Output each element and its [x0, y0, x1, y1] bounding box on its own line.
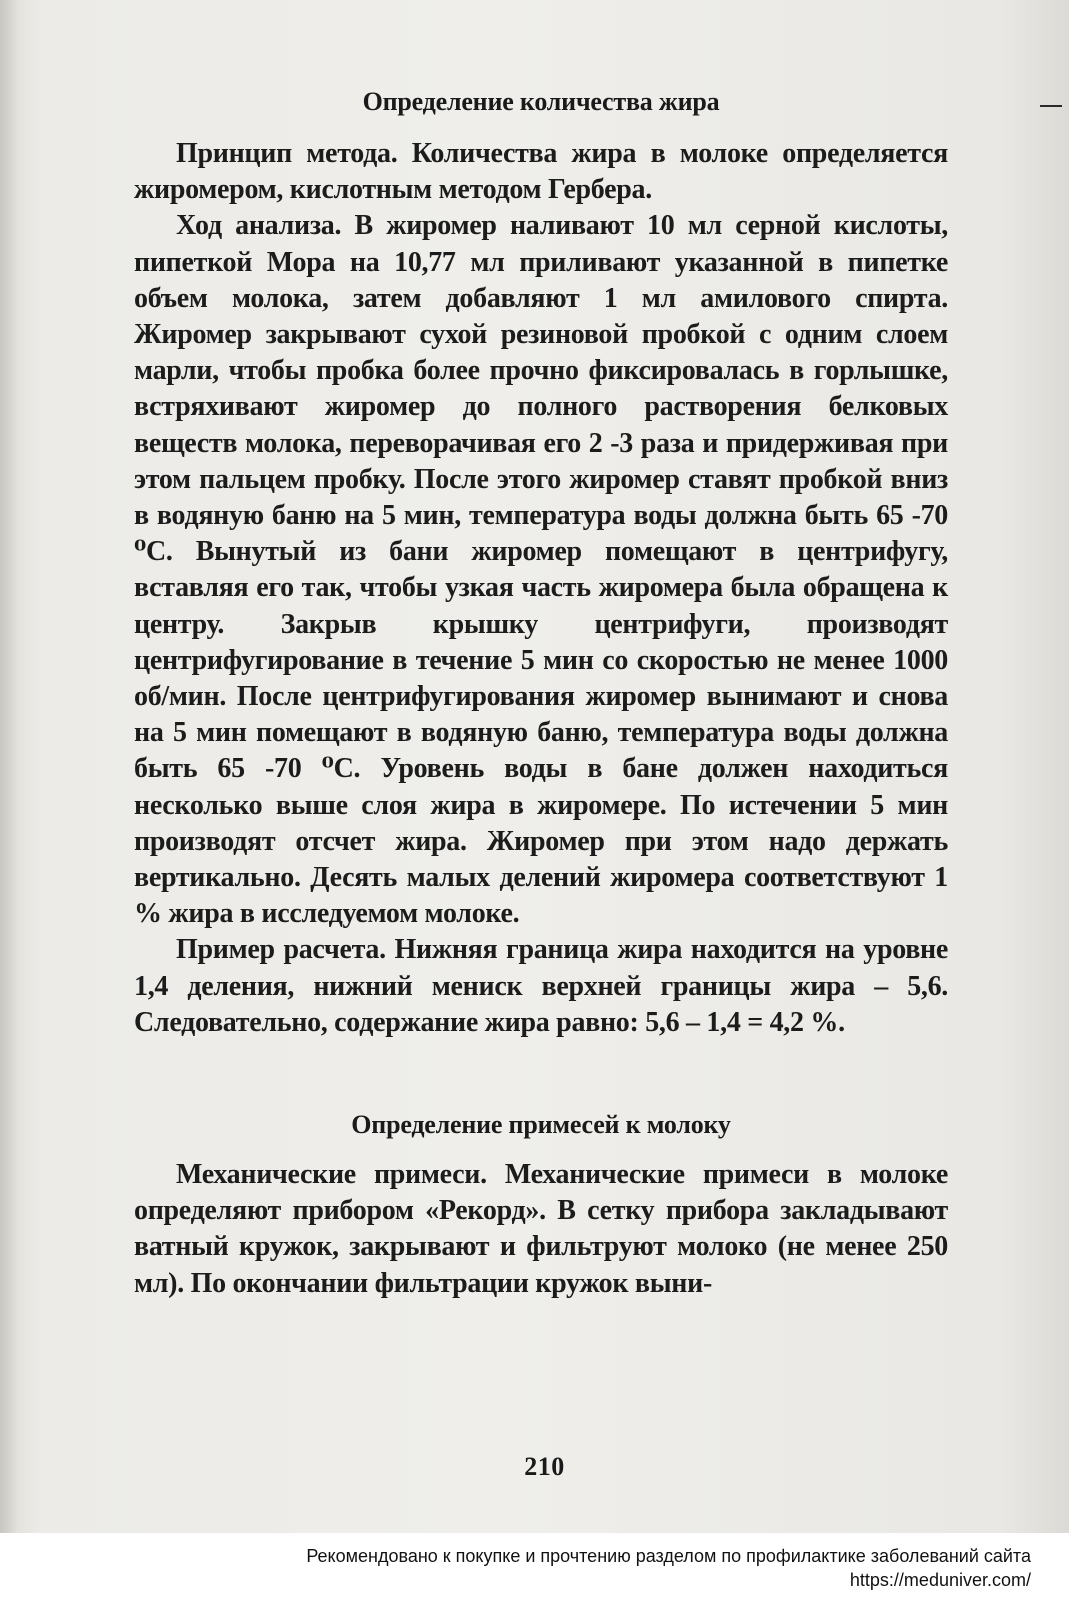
- paragraph-lead: Пример расчета.: [176, 934, 386, 966]
- footer-recommendation-text: Рекомендовано к покупке и прочтению разделом по профилактике заболеваний сайта https://meduniver.com/: [306, 1546, 1031, 1590]
- page-content: [134, 84, 948, 1302]
- paragraph-text: Количества жира в молоке определяется жиромером, кислотным методом Гербера.: [134, 138, 948, 206]
- paragraph-lead: Принцип метода.: [176, 138, 398, 169]
- paragraph-text: В жиромер наливают 10 мл серной кислоты, пипеткой Мора на 10,77 мл приливают указанной в пипетке объем молока, затем добавляют 1 мл амилового спирта. Жиромер закрывают сухой резиновой пробкой с одним слоем марли, чтобы пробка более прочно фиксировалась в горлышке, встряхивают жиромер до полного растворения белковых веществ молока, переворачивая его 2 -3 раза и придерживая при этом пальцем пробку. После этого жиромер ставят пробкой вниз в водяную баню на 5 мин, температура воды должна быть 65 -70 ⁰С. Вынутый из бани жиромер помещают в центрифугу, вставляя его так, чтобы узкая часть жиромера была обращена к центру. Закрыв крышку центрифуги, производят центрифугирование в течение 5 мин со скоростью не менее 1000 об/мин. После центрифугирования жиромер вынимают и снова на 5 мин помещают в водяную баню, температура воды должна быть 65 -70 ⁰С. Уровень воды в бане должен находиться несколько выше слоя жира в жиромере. По истечении 5 мин производят отсчет жира. Жиромер при этом надо держать вертикально. Десять малых делений жиромера соответствуют 1 % жира в исследуемом молоке.: [134, 210, 948, 930]
- paragraph-method-principle: [134, 136, 948, 208]
- paragraph-lead: Механические примеси.: [176, 1159, 487, 1191]
- paragraph-calculation-example: [134, 932, 948, 1041]
- paragraph-analysis-procedure: [134, 208, 948, 932]
- page-gutter-shadow: [0, 0, 18, 1601]
- paragraph-text: Нижняя граница жира находится на уровне 1,4 деления, нижний мениск верхней границы жира – 5,6. Следовательно, содержание жира равно: 5,6 – 1,4 = 4,2 %.: [134, 934, 949, 1038]
- section-title-fat: Определение количества жира: [362, 87, 720, 116]
- margin-mark: [1040, 105, 1062, 107]
- page-number: 210: [524, 1452, 565, 1481]
- paragraph-mechanical-impurities: [134, 1157, 948, 1302]
- section-title-impurities: Определение примесей к молоку: [351, 1110, 731, 1140]
- paragraph-lead: Ход анализа.: [176, 210, 342, 242]
- paragraph-text: Механические примеси в молоке определяют прибором «Рекорд». В сетку прибора закладывают ватный кружок, закрывают и фильтруют молоко (не менее 250 мл). По окончании фильтрации кружок выни-: [134, 1159, 948, 1299]
